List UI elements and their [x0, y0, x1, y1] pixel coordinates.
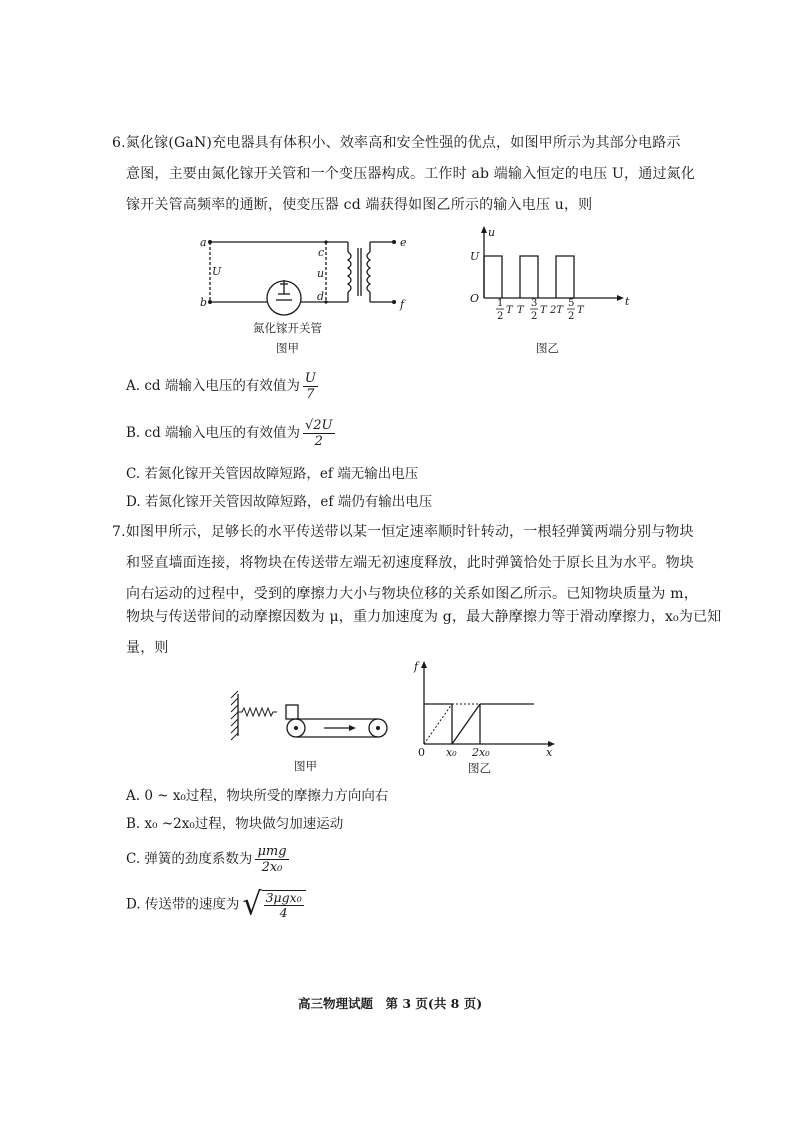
q6-line-3: 镓开关管高频率的通断，使变压器 cd 端获得如图乙所示的输入电压 u，则 — [126, 197, 593, 213]
q6-fig-b-caption: 图乙 — [536, 341, 559, 355]
q7-option-c-text: C. 弹簧的劲度系数为 — [126, 851, 253, 867]
label-f: f — [400, 298, 405, 311]
graph-u-label: u — [488, 226, 496, 239]
q7-conveyor-diagram — [228, 686, 398, 776]
tick-5-unit: T — [577, 305, 584, 316]
q7-option-d-sqrt: √ 3μgx₀ 4 — [242, 890, 305, 920]
graph-tick-2x0: 2x₀ — [472, 746, 490, 759]
tick-2: T — [517, 305, 524, 316]
q6-fig-a-caption: 图甲 — [276, 341, 299, 355]
tick-1-unit: T — [506, 305, 513, 316]
q6-option-d[interactable]: D. 若氮化镓开关管因故障短路，ef 端仍有输出电压 — [126, 494, 433, 510]
graph-f-label: f — [414, 660, 419, 673]
q6-option-b-fraction: $\frac{√2U}{2}$ — [305, 418, 333, 449]
q7-friction-graph — [410, 658, 560, 776]
label-u: u — [317, 267, 325, 280]
graph-origin: O — [470, 292, 480, 305]
tick-3-num: 3 — [531, 298, 538, 309]
tick-3-den: 2 — [531, 311, 538, 322]
q7-option-d[interactable] — [126, 886, 306, 923]
q6-line-2: 意图，主要由氮化镓开关管和一个变压器构成。工作时 ab 端输入恒定的电压 U，通过氮化 — [126, 166, 696, 182]
label-b: b — [200, 296, 208, 309]
q7-line-1: 7.如图甲所示，足够长的水平传送带以某一恒定速率顺时针转动，一根轻弹簧两端分别与物块 — [112, 524, 694, 540]
q7-fig-a-caption: 图甲 — [294, 759, 317, 773]
graph-t-label: t — [625, 295, 630, 308]
q7-line-3: 向右运动的过程中，受到的摩擦力大小与物块位移的关系如图乙所示。已知物块质量为 m， — [126, 586, 698, 602]
tick-5-den: 2 — [568, 311, 575, 322]
q6-option-a-fraction: $\frac{U}{7}$ — [304, 371, 316, 402]
q7-line-2: 和竖直墙面连接，将物块在传送带左端无初速度释放，此时弹簧恰处于原长且为水平。物块 — [126, 555, 694, 571]
q6-circuit-diagram — [196, 228, 426, 358]
label-c: c — [318, 246, 325, 259]
q7-option-a[interactable]: A. 0 ~ x₀过程，物块所受的摩擦力方向向右 — [126, 788, 389, 804]
tick-5-num: 5 — [568, 298, 575, 309]
q6-line-1: 6.氮化镓(GaN)充电器具有体积小、效率高和安全性强的优点，如图甲所示为其部分电路示 — [112, 135, 681, 151]
graph-x-label: x — [546, 746, 553, 759]
q7-option-b[interactable]: B. x₀ ~2x₀过程，物块做匀加速运动 — [126, 816, 344, 832]
switch-caption: 氮化镓开关管 — [253, 321, 322, 335]
tick-1-num: 1 — [497, 298, 504, 309]
tick-4: 2T — [550, 305, 564, 316]
page-footer: 高三物理试题 第 3 页(共 8 页) — [298, 996, 483, 1011]
tick-3-unit: T — [540, 305, 547, 316]
tick-1-den: 2 — [497, 311, 504, 322]
q7-line-4: 物块与传送带间的动摩擦因数为 μ，重力加速度为 g，最大静摩擦力等于滑动摩擦力，x₀为已知 — [126, 609, 722, 625]
graph-U-level: U — [470, 250, 480, 263]
q7-option-c[interactable] — [126, 844, 289, 875]
q6-option-a[interactable] — [126, 371, 318, 402]
q6-option-b[interactable] — [126, 418, 335, 449]
q7-line-5: 量，则 — [126, 640, 169, 656]
q6-option-b-text: B. cd 端输入电压的有效值为 — [126, 425, 300, 441]
graph-tick-x0: x₀ — [446, 746, 457, 759]
label-U: U — [212, 265, 222, 278]
graph-origin: 0 — [418, 746, 425, 759]
q7-option-c-fraction: $\frac{\text{μmg}}{\text{2x₀}}$ — [257, 844, 287, 875]
label-e: e — [400, 236, 407, 249]
q7-option-d-text: D. 传送带的速度为 — [126, 896, 240, 913]
q6-voltage-graph — [462, 226, 632, 356]
q7-fig-b-caption: 图乙 — [468, 761, 491, 775]
label-a: a — [200, 236, 207, 249]
q6-option-a-text: A. cd 端输入电压的有效值为 — [126, 378, 300, 394]
q6-option-c[interactable]: C. 若氮化镓开关管因故障短路，ef 端无输出电压 — [126, 466, 419, 482]
label-d: d — [317, 290, 325, 303]
